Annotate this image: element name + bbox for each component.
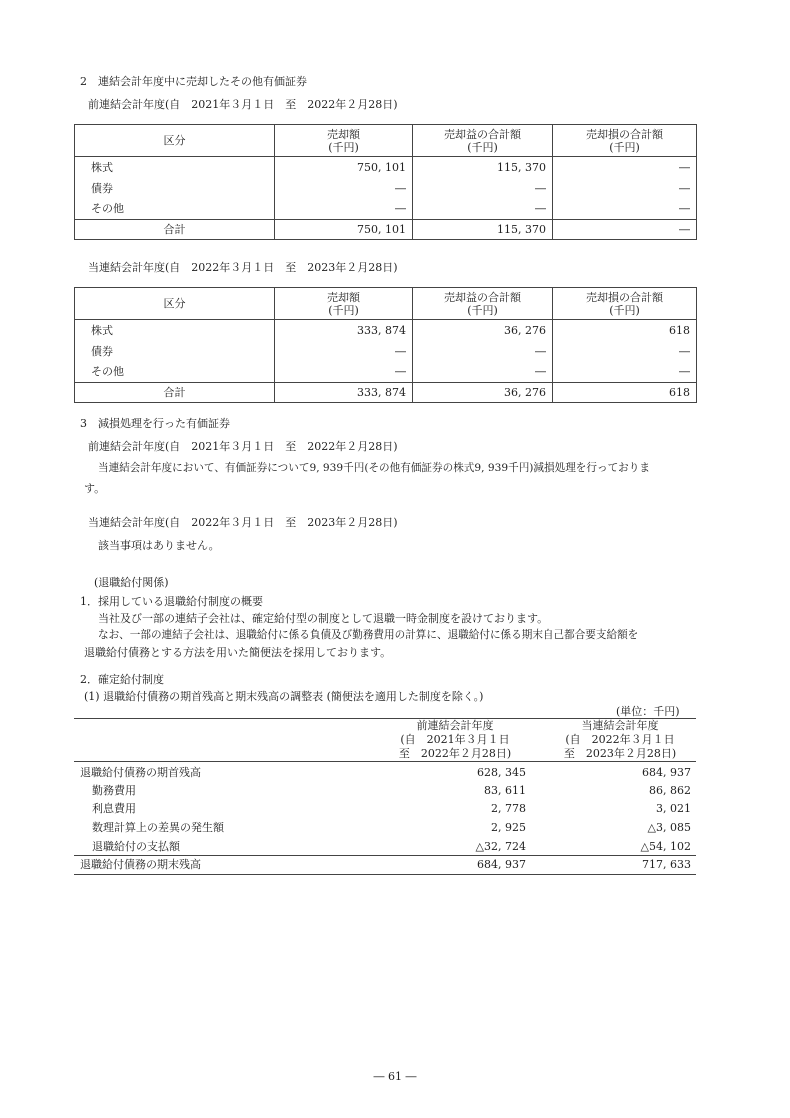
header-sale-amount: 売却額 (千円) (275, 288, 413, 320)
sales-table-prev (74, 124, 697, 240)
table-row (75, 362, 697, 383)
cell-gain: 36, 276 (413, 320, 553, 341)
total-sale: 750, 101 (275, 220, 413, 240)
section3-heading: 3 減損処理を行った有価証券 (80, 417, 230, 430)
section3-prev-text: 当連結会計年度において、有価証券について9, 939千円(その他有価証券の株式9, 939千円)減損処理を行っておりま (98, 462, 650, 474)
header-category: 区分 (75, 125, 275, 157)
col-prev-title: 前連結会計年度 (416, 719, 494, 732)
cell-curr: 684, 937 (642, 766, 691, 779)
cell-gain: ― (413, 199, 553, 220)
section2-curr-period: 当連結会計年度(自 2022年３月１日 至 2023年２月28日) (88, 261, 398, 274)
cell-loss: ― (679, 344, 690, 358)
cell-sale: 333, 874 (275, 320, 413, 341)
table-subtotal-rule (74, 855, 696, 856)
cell-loss: 618 (669, 323, 690, 337)
retirement-item1-text: なお、一部の連結子会社は、退職給付に係る負債及び勤務費用の計算に、退職給付に係る期末自己都合要支給額を (98, 629, 639, 641)
section3-curr-period: 当連結会計年度(自 2022年３月１日 至 2023年２月28日) (88, 516, 398, 529)
table-row (75, 199, 697, 220)
row-label: 債券 (75, 178, 275, 199)
table-row (75, 178, 697, 199)
row-label: 退職給付債務の期首残高 (80, 766, 201, 779)
cell-gain: 115, 370 (413, 157, 553, 178)
row-label: 債券 (75, 341, 275, 362)
cell-sale: ― (275, 199, 413, 220)
table-row (75, 341, 697, 362)
cell-curr: 717, 633 (642, 858, 691, 871)
total-label: 合計 (75, 220, 275, 240)
section3-prev-text-cont: す。 (84, 482, 106, 495)
cell-curr: △3, 085 (647, 821, 691, 834)
cell-loss: ― (679, 160, 690, 174)
section2-heading: 2 連結会計年度中に売却したその他有価証券 (80, 75, 307, 88)
retirement-sub1-heading: (1) 退職給付債務の期首残高と期末残高の調整表 (簡便法を適用した制度を除く。) (84, 690, 484, 703)
cell-prev: 83, 611 (484, 784, 526, 797)
total-sale: 333, 874 (275, 383, 413, 403)
header-sale-amount: 売却額 (千円) (275, 125, 413, 157)
total-label: 合計 (75, 383, 275, 403)
retirement-item1-heading: 1．採用している退職給付制度の概要 (80, 595, 263, 608)
cell-curr: △54, 102 (640, 840, 691, 853)
page-number: ― 61 ― (373, 1070, 417, 1083)
section3-prev-period: 前連結会計年度(自 2021年３月１日 至 2022年２月28日) (88, 440, 398, 453)
header-gain-total: 売却益の合計額 (千円) (413, 125, 553, 157)
total-gain: 115, 370 (413, 220, 553, 240)
cell-loss: ― (679, 202, 690, 216)
header-category: 区分 (75, 288, 275, 320)
header-loss-total: 売却損の合計額 (千円) (553, 288, 697, 320)
table-header-row (75, 288, 697, 320)
col-curr-title: 当連結会計年度 (581, 719, 659, 732)
cell-prev: 2, 778 (491, 802, 526, 815)
retirement-title: (退職給付関係) (94, 576, 169, 589)
header-gain-total: 売却益の合計額 (千円) (413, 288, 553, 320)
row-label: 利息費用 (92, 802, 136, 815)
total-gain: 36, 276 (413, 383, 553, 403)
cell-prev: 2, 925 (491, 821, 526, 834)
cell-loss: ― (679, 365, 690, 379)
cell-gain: ― (413, 341, 553, 362)
cell-prev: △32, 724 (475, 840, 526, 853)
col-curr-from: (自 2022年３月１日 (565, 733, 675, 746)
sales-table-curr (74, 287, 697, 403)
row-label: その他 (75, 199, 275, 220)
table-header-rule (74, 761, 696, 762)
col-prev-to: 至 2022年２月28日) (398, 747, 512, 760)
cell-curr: 3, 021 (656, 802, 691, 815)
row-label: 株式 (75, 157, 275, 178)
row-label: 数理計算上の差異の発生額 (92, 821, 224, 834)
retirement-item1-text: 当社及び一部の連結子会社は、確定給付型の制度として退職一時金制度を設けております。 (98, 612, 549, 625)
section2-prev-period: 前連結会計年度(自 2021年３月１日 至 2022年２月28日) (88, 98, 398, 111)
cell-prev: 684, 937 (477, 858, 526, 871)
col-prev-from: (自 2021年３月１日 (400, 733, 510, 746)
row-label: 退職給付の支払額 (92, 840, 180, 853)
table-row (75, 157, 697, 178)
row-label: その他 (75, 362, 275, 383)
table-bottom-rule (74, 874, 696, 875)
cell-loss: ― (679, 181, 690, 195)
table-total-row (75, 383, 697, 403)
retirement-item2-heading: 2．確定給付制度 (80, 673, 164, 686)
section3-curr-text: 該当事項はありません。 (98, 539, 220, 552)
row-label: 退職給付債務の期末残高 (80, 858, 201, 871)
total-loss: 618 (553, 383, 697, 403)
unit-label: (単位：千円) (616, 705, 680, 718)
row-label: 株式 (75, 320, 275, 341)
cell-sale: ― (275, 178, 413, 199)
cell-gain: ― (413, 178, 553, 199)
total-loss: ― (553, 220, 697, 240)
table-row (75, 320, 697, 341)
cell-sale: 750, 101 (275, 157, 413, 178)
cell-sale: ― (275, 341, 413, 362)
header-loss-total: 売却損の合計額 (千円) (553, 125, 697, 157)
cell-prev: 628, 345 (477, 766, 526, 779)
cell-gain: ― (413, 362, 553, 383)
table-total-row (75, 220, 697, 240)
row-label: 勤務費用 (92, 784, 136, 797)
cell-sale: ― (275, 362, 413, 383)
cell-curr: 86, 862 (649, 784, 691, 797)
retirement-item1-text: 退職給付債務とする方法を用いた簡便法を採用しております。 (84, 646, 392, 659)
table-header-row (75, 125, 697, 157)
col-curr-to: 至 2023年２月28日) (563, 747, 677, 760)
